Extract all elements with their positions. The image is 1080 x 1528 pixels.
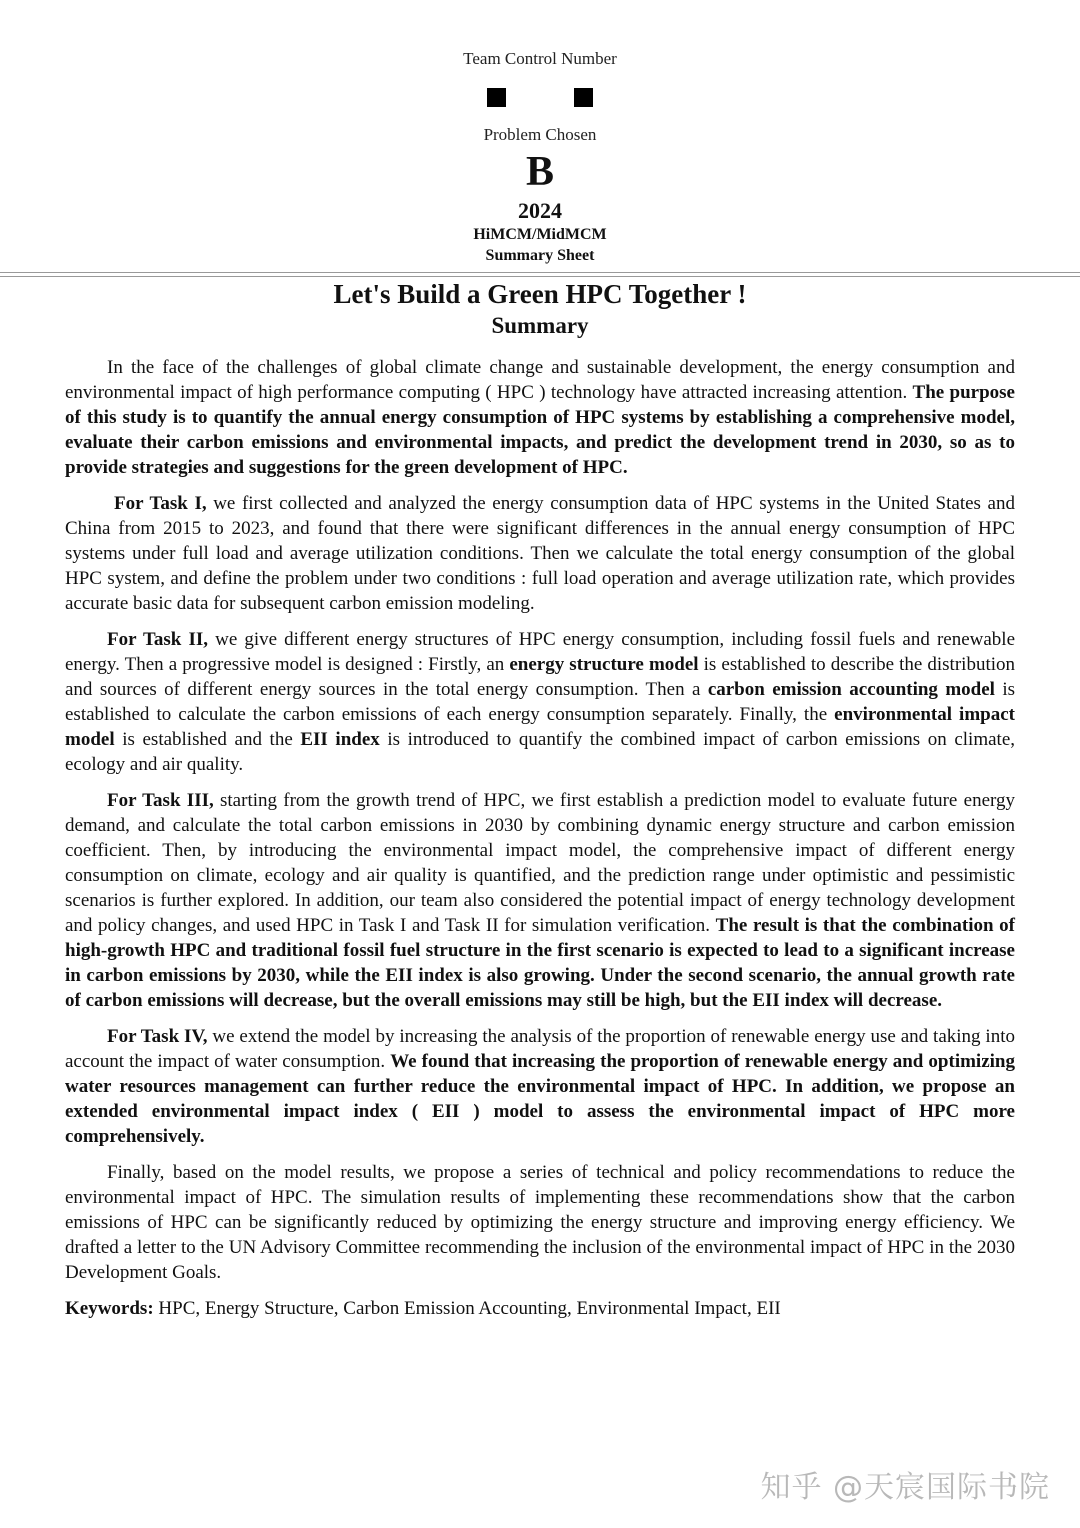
keywords-line	[65, 1296, 1015, 1321]
intro-paragraph: In the face of the challenges of global climate change and sustainable development, the energy consumption and environmental impact of high performance computing ( HPC ) technology have attracted increasing attention. The purpose of this study is to quantify the annual energy consumption of HPC systems by establishing a comprehensive model, evaluate their carbon emissions and environmental impacts, and predict the development trend in 2030, so as to provide strategies and suggestions for the green development of HPC.	[65, 357, 1015, 478]
summary-heading: Summary	[491, 313, 589, 338]
final-paragraph: Finally, based on the model results, we propose a series of technical and policy recommendations to reduce the environmental impact of HPC. The simulation results of implementing these recommendations show that the carbon emissions of HPC can be significantly reduced by optimizing the energy structure and improving energy efficiency. We drafted a letter to the UN Advisory Committee recommending the inclusion of the environmental impact of HPC in the 2030 Development Goals.	[65, 1162, 1015, 1283]
task3-lead: For Task III,	[107, 790, 214, 811]
paper-title: Let's Build a Green HPC Together !	[333, 279, 747, 309]
contest-name: HiMCM/MidMCM	[473, 226, 607, 243]
keywords-list: HPC, Energy Structure, Carbon Emission Accounting, Environmental Impact, EII	[153, 1298, 781, 1319]
sheet-name: Summary Sheet	[485, 247, 595, 264]
summary-body	[65, 355, 1015, 1332]
task1-paragraph: For Task I, we first collected and analyzed the energy consumption data of HPC systems in the United States and China from 2015 to 2023, and found that there were significant differences in the annual energy consumption of HPC systems under full load and average utilization conditions. Then we calculate the total energy consumption of the global HPC system, and define the problem under two conditions : full load operation and average utilization rate, which provides accurate basic data for subsequent carbon emission modeling.	[65, 493, 1015, 614]
header-divider	[0, 276, 1080, 277]
problem-chosen-label: Problem Chosen	[483, 125, 597, 144]
task2-paragraph: For Task II, we give different energy structures of HPC energy consumption, including fossil fuels and renewable energy. Then a progressive model is designed : Firstly, an energy structure model is established to describe the distribution and sources of different energy sources in the total energy consumption. Then a carbon emission accounting model is established to calculate the carbon emissions of each energy consumption separately. Finally, the environmental impact model is established and the EII index is introduced to quantify the combined impact of carbon emissions on climate, ecology and air quality.	[65, 629, 1015, 775]
task4-lead: For Task IV,	[107, 1026, 208, 1047]
task4-paragraph: For Task IV, we extend the model by increasing the analysis of the proportion of renewable energy use and taking into account the impact of water consumption. We found that increasing the proportion of renewable energy and optimizing water resources management can further reduce the environmental impact of HPC. In addition, we propose an extended environmental impact index ( EII ) model to assess the environmental impact of HPC more comprehensively.	[65, 1026, 1015, 1147]
problem-letter: B	[525, 149, 554, 195]
task3-paragraph: For Task III, starting from the growth trend of HPC, we first establish a prediction model to evaluate future energy demand, and calculate the total carbon emissions in 2030 by combining dynamic energy structure and carbon emission coefficient. Then, by introducing the environmental impact model, the comprehensive impact of different energy consumption on climate, ecology and air quality is quantified, and the prediction range under optimistic and pessimistic scenarios is further explored. In addition, our team also considered the potential impact of energy technology development and policy changes, and used HPC in Task I and Task II for simulation verification. The result is that the combination of high-growth HPC and traditional fossil fuel structure in the first scenario is expected to lead to a significant increase in carbon emissions by 2030, while the EII index is also growing. Under the second scenario, the annual growth rate of carbon emissions will decrease, but the overall emissions may still be high, but the EII index will decrease.	[65, 790, 1015, 1011]
redaction-mark	[574, 88, 593, 107]
task3-result: The result is that the combination of high-growth HPC and traditional fossil fuel structure in the first scenario is expected to lead to a significant increase in carbon emissions by 2030, while the EII index is also growing. Under the second scenario, the annual growth rate of carbon emissions will decrease, but the overall emissions may still be high, but the EII index will decrease.	[65, 915, 1015, 1011]
redaction-mark	[487, 88, 506, 107]
task1-lead: For Task I,	[114, 493, 207, 514]
keywords-label: Keywords:	[65, 1298, 154, 1319]
task4-finding: We found that increasing the proportion of renewable energy and optimizing water resources management can further reduce the environmental impact of HPC. In addition, we propose an extended environmental impact index ( EII ) model to assess the environmental impact of HPC more comprehensively.	[65, 1051, 1015, 1147]
header-divider	[0, 272, 1080, 273]
team-control-number-label: Team Control Number	[463, 49, 617, 68]
task2-lead: For Task II,	[107, 629, 208, 650]
watermark: 知乎 @天宸国际书院	[760, 1470, 1050, 1505]
contest-year: 2024	[518, 198, 562, 223]
intro-purpose-statement: The purpose of this study is to quantify the annual energy consumption of HPC systems by establishing a comprehensive model, evaluate their carbon emissions and environmental impacts, and predict the development trend in 2030, so as to provide strategies and suggestions for the green development of HPC.	[65, 382, 1015, 478]
team-control-number-redacted	[0, 88, 1080, 112]
